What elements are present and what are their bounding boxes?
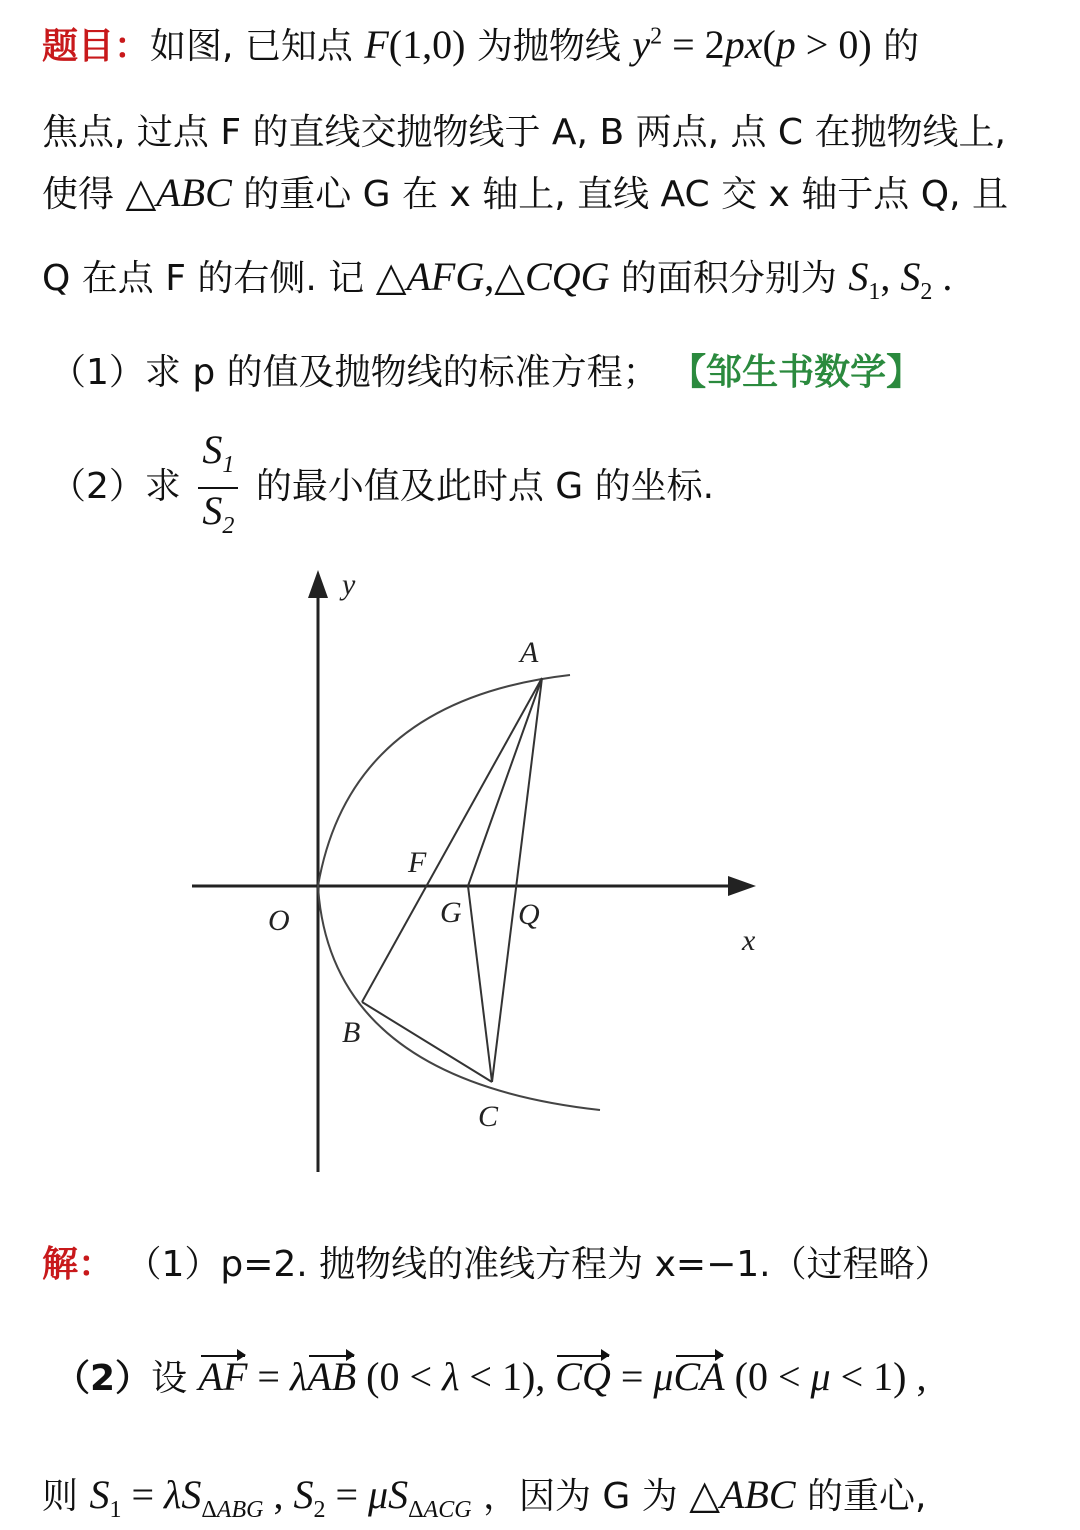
solution-part-1: （1）p=2. 抛物线的准线方程为 x=−1.（过程略） (125, 1244, 951, 1285)
question-2-text-a: 求 (144, 466, 181, 507)
question-1-text: 求 p 的值及抛物线的标准方程； (144, 352, 659, 393)
area-relations: $S_1 = \lambda S_{\Delta ABG}$ , $S_2 = \mu S_{\Delta ACG}$ (89, 1472, 472, 1523)
parabola-equation: $y^2 = 2px(p > 0)$ (632, 22, 872, 67)
fraction-s1-s2: $\frac{S_1}{S_2}$ (198, 428, 238, 548)
label-a: A (520, 636, 539, 669)
problem-text-1b: 为抛物线 (476, 26, 621, 67)
question-1 (50, 344, 922, 395)
x-axis-arrow (728, 876, 756, 896)
parabola-figure (180, 560, 780, 1180)
label-y: y (342, 568, 356, 601)
solution-part-2-number: （2） (54, 1358, 152, 1399)
label-f: F (408, 846, 427, 879)
segment-ac (492, 678, 542, 1082)
question-2 (50, 428, 714, 548)
label-x: x (742, 924, 756, 957)
problem-line-2: 焦点, 过点 F 的直线交抛物线于 A, B 两点, 点 C 在抛物线上, (42, 112, 1006, 153)
problem-text-3b: 的重心 G 在 x 轴上, 直线 AC 交 x 轴于点 Q, 且 (243, 174, 1008, 215)
vector-equations: AF = λAB (0 < λ < 1), CQ = μCA (0 < μ < 1) , (198, 1354, 927, 1399)
problem-line-4 (42, 250, 952, 306)
y-axis-arrow (308, 570, 328, 598)
problem-label: 题目： (42, 26, 151, 67)
problem-text-3a: 使得 (42, 174, 115, 215)
solution-part-3-text-a: 则 (42, 1476, 79, 1517)
solution-part-3-text-c: 的重心, (807, 1476, 927, 1517)
solution-line-3 (42, 1468, 926, 1524)
triangle-abc: △ABC (125, 170, 232, 215)
triangle-abc-2: △ABC (689, 1472, 796, 1517)
solution-label: 解： (42, 1244, 115, 1285)
question-1-number: （1） (50, 352, 145, 393)
segment-ab (362, 678, 542, 1002)
solution-part-2-text: 设 (151, 1358, 188, 1399)
problem-text-4b: 的面积分别为 (620, 258, 837, 299)
question-2-text-b: 的最小值及此时点 G 的坐标. (255, 466, 715, 507)
triangles-afg-cqg: △AFG,△CQG (375, 254, 610, 299)
question-2-number: （2） (50, 466, 145, 507)
label-c: C (478, 1100, 499, 1133)
problem-line-1 (42, 18, 919, 69)
point-f: F(1,0) (364, 22, 466, 67)
problem-text-1c: 的 (883, 26, 920, 67)
solution-line-1 (42, 1236, 951, 1287)
segment-bc (362, 1002, 492, 1082)
label-o: O (268, 904, 290, 937)
label-q: Q (518, 898, 540, 931)
problem-line-3 (42, 166, 1008, 217)
solution-line-2 (54, 1350, 926, 1401)
areas-s1-s2: $S_1$, $S_2$ . (848, 254, 953, 305)
segment-ag (468, 678, 542, 886)
label-b: B (342, 1016, 361, 1049)
problem-text-1: 如图, 已知点 (150, 26, 353, 67)
label-g: G (440, 896, 462, 929)
segment-gc (468, 886, 492, 1082)
problem-text-4a: Q 在点 F 的右侧. 记 (42, 258, 365, 299)
solution-part-3-text-b: ，因为 G 为 (482, 1476, 678, 1517)
watermark-text: 【邹生书数学】 (670, 352, 923, 393)
